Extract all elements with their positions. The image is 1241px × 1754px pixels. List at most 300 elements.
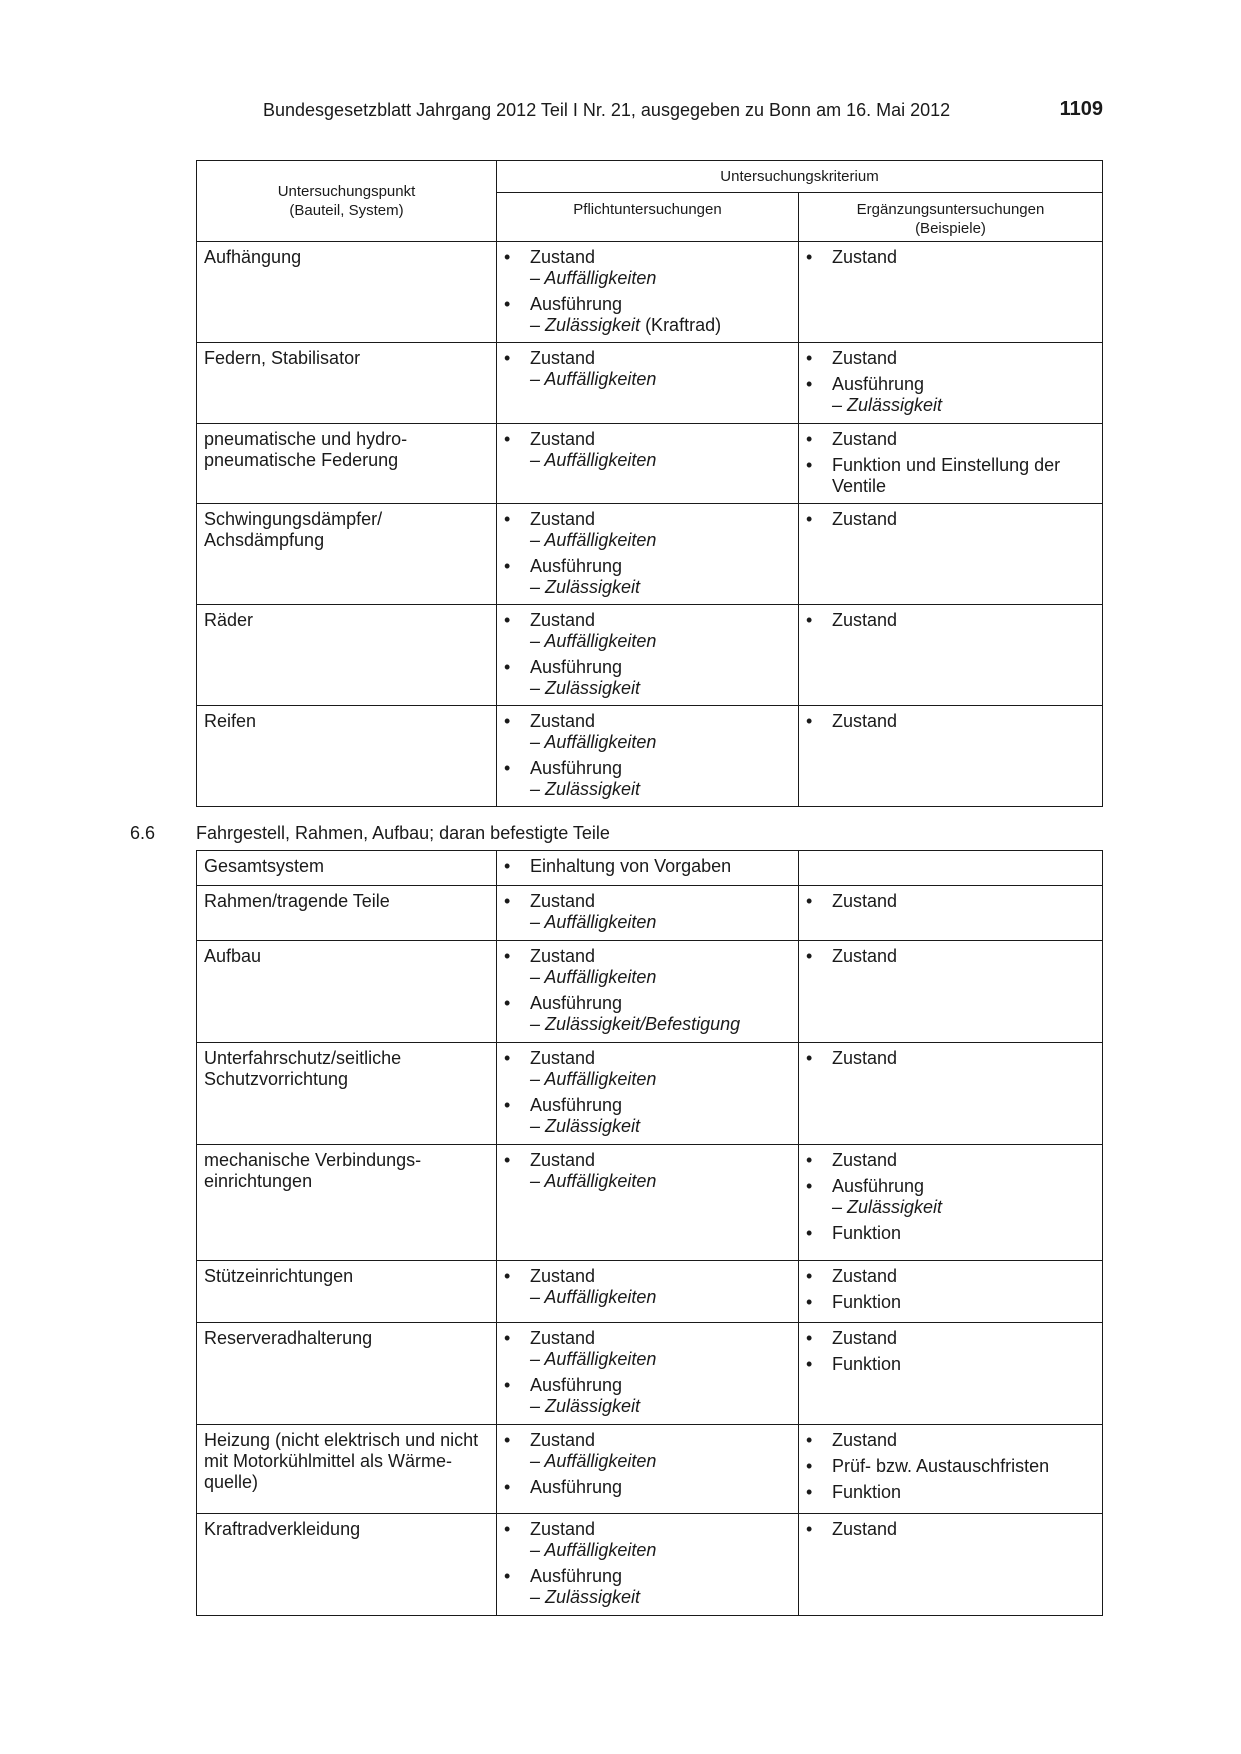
bullet-icon: • xyxy=(504,1430,511,1450)
table-row xyxy=(197,605,1103,706)
criteria-item xyxy=(799,1048,1098,1069)
section-number: 6.6 xyxy=(130,823,156,843)
criteria-item xyxy=(799,509,1098,530)
column-header-inspection-point-title: Untersuchungspunkt xyxy=(277,183,416,200)
bullet-icon: • xyxy=(806,1430,813,1450)
criteria-main: Ausführung xyxy=(530,1566,623,1586)
bullet-icon: • xyxy=(504,891,511,911)
criteria-main: Zustand xyxy=(832,610,898,630)
criteria-list xyxy=(799,1145,1102,1250)
bullet-icon: • xyxy=(806,455,813,475)
criteria-main: Zustand xyxy=(832,946,898,966)
criteria-sub-line xyxy=(530,450,794,471)
criteria-item xyxy=(497,556,794,598)
criteria-main: Zustand xyxy=(530,1519,596,1539)
criteria-item xyxy=(799,1482,1098,1503)
criteria-main: Ausführung xyxy=(530,993,623,1013)
mandatory-criteria-cell xyxy=(497,605,799,706)
criteria-list xyxy=(497,504,798,604)
bullet-icon: • xyxy=(504,1328,511,1348)
inspection-point-cell xyxy=(197,504,497,605)
inspection-point-label: Gesamtsystem xyxy=(204,856,325,876)
criteria-item xyxy=(799,1354,1098,1375)
inspection-point-cell xyxy=(197,1514,497,1616)
supplementary-criteria-cell xyxy=(799,1043,1103,1145)
criteria-sub: – Auffälligkeiten xyxy=(530,912,657,932)
criteria-item xyxy=(497,1095,794,1137)
criteria-main: Zustand xyxy=(530,1266,596,1286)
mandatory-criteria-cell xyxy=(497,706,799,807)
inspection-point-cell xyxy=(197,605,497,706)
criteria-main: Zustand xyxy=(832,348,898,368)
criteria-main: Zustand xyxy=(832,1430,898,1450)
supplementary-criteria-cell xyxy=(799,424,1103,504)
mandatory-criteria-cell xyxy=(497,242,799,343)
supplementary-criteria-cell xyxy=(799,941,1103,1043)
criteria-item xyxy=(497,1519,794,1561)
criteria-list xyxy=(497,941,798,1041)
column-header-inspection-point xyxy=(197,161,497,242)
criteria-main: Zustand xyxy=(530,610,596,630)
inspection-point-cell xyxy=(197,1425,497,1514)
criteria-list xyxy=(497,706,798,806)
criteria-main: Zustand xyxy=(530,429,596,449)
criteria-item xyxy=(497,294,794,336)
bullet-icon: • xyxy=(504,711,511,731)
criteria-sub: – Auffälligkeiten xyxy=(530,631,657,651)
criteria-sub-line xyxy=(530,1540,794,1561)
criteria-list xyxy=(497,1145,798,1198)
criteria-item xyxy=(497,1430,794,1472)
table-row xyxy=(197,1425,1103,1514)
bullet-icon: • xyxy=(504,1566,511,1586)
table-body xyxy=(197,242,1103,807)
criteria-sub-line xyxy=(530,1587,794,1608)
criteria-sub: – Zulässigkeit xyxy=(530,678,641,698)
criteria-list xyxy=(799,343,1102,422)
inspection-point-cell xyxy=(197,1261,497,1323)
bullet-icon: • xyxy=(504,1048,511,1068)
column-header-inspection-point-subtitle: (Bauteil, System) xyxy=(289,202,404,219)
inspection-point-cell xyxy=(197,343,497,424)
inspection-point-label: Schwingungsdämpfer/ Achsdämpfung xyxy=(204,509,383,550)
table-row xyxy=(197,886,1103,941)
criteria-sub: – Auffälligkeiten xyxy=(530,1451,657,1471)
criteria-item xyxy=(497,1375,794,1417)
criteria-sub: – Auffälligkeiten xyxy=(530,268,657,288)
bullet-icon: • xyxy=(504,657,511,677)
criteria-sub: – Zulässigkeit xyxy=(530,1116,641,1136)
criteria-item xyxy=(799,1430,1098,1451)
criteria-sub-line xyxy=(530,1116,794,1137)
criteria-main: Zustand xyxy=(832,429,898,449)
criteria-sub-line xyxy=(530,967,794,988)
criteria-main: Zustand xyxy=(530,946,596,966)
criteria-item xyxy=(799,1266,1098,1287)
criteria-sub: – Zulässigkeit/Befestigung xyxy=(530,1014,741,1034)
bullet-icon: • xyxy=(504,509,511,529)
inspection-point-cell xyxy=(197,886,497,941)
inspection-point-cell xyxy=(197,1323,497,1425)
criteria-item xyxy=(799,247,1098,268)
criteria-sub-line xyxy=(530,1396,794,1417)
criteria-list xyxy=(497,1323,798,1423)
column-header-supplementary-subtitle: (Beispiele) xyxy=(915,220,986,237)
table-row xyxy=(197,941,1103,1043)
criteria-item xyxy=(799,1223,1098,1244)
criteria-item xyxy=(497,1477,794,1498)
bullet-icon: • xyxy=(806,1328,813,1348)
inspection-point-cell xyxy=(197,706,497,807)
criteria-item xyxy=(497,1150,794,1192)
criteria-main: Zustand xyxy=(530,247,596,267)
bullet-icon: • xyxy=(806,946,813,966)
criteria-sub: – Auffälligkeiten xyxy=(530,450,657,470)
supplementary-criteria-cell xyxy=(799,1261,1103,1323)
inspection-table-chassis xyxy=(196,850,1103,1616)
bullet-icon: • xyxy=(806,374,813,394)
mandatory-criteria-cell xyxy=(497,1425,799,1514)
criteria-sub-suffix: (Kraftrad) xyxy=(640,315,722,335)
criteria-sub: – Zulässigkeit xyxy=(530,315,641,335)
inspection-point-label: Aufhängung xyxy=(204,247,302,267)
criteria-item xyxy=(799,891,1098,912)
criteria-list xyxy=(799,424,1102,503)
criteria-sub: – Auffälligkeiten xyxy=(530,967,657,987)
table-row xyxy=(197,1261,1103,1323)
criteria-item xyxy=(799,455,1098,497)
criteria-sub-line xyxy=(530,577,794,598)
supplementary-criteria-cell xyxy=(799,1425,1103,1514)
criteria-main: Zustand xyxy=(832,711,898,731)
inspection-point-cell xyxy=(197,424,497,504)
criteria-sub: – Auffälligkeiten xyxy=(530,732,657,752)
bullet-icon: • xyxy=(504,429,511,449)
criteria-main: Zustand xyxy=(832,247,898,267)
criteria-main: Zustand xyxy=(530,348,596,368)
criteria-main: Funktion xyxy=(832,1223,902,1243)
criteria-item xyxy=(799,610,1098,631)
criteria-sub: – Auffälligkeiten xyxy=(530,1287,657,1307)
bullet-icon: • xyxy=(504,946,511,966)
inspection-point-label: Kraftradverkleidung xyxy=(204,1519,361,1539)
supplementary-criteria-cell xyxy=(799,706,1103,807)
inspection-point-label: mechanische Verbindungs- einrichtungen xyxy=(204,1150,422,1191)
inspection-point-label: Rahmen/tragende Teile xyxy=(204,891,390,911)
criteria-item xyxy=(497,1328,794,1370)
criteria-list xyxy=(497,343,798,396)
table-body xyxy=(197,851,1103,1616)
inspection-point-label: Federn, Stabilisator xyxy=(204,348,361,368)
criteria-list xyxy=(799,941,1102,973)
inspection-point-label: Unterfahrschutz/seitliche Schutzvorrichtung xyxy=(204,1048,402,1089)
criteria-list xyxy=(497,886,798,939)
supplementary-criteria-cell xyxy=(799,605,1103,706)
criteria-main: Funktion xyxy=(832,1354,902,1374)
criteria-item xyxy=(497,1566,794,1608)
criteria-sub: – Zulässigkeit xyxy=(530,1396,641,1416)
supplementary-criteria-cell xyxy=(799,1145,1103,1261)
criteria-sub-line xyxy=(832,395,1098,416)
inspection-point-cell xyxy=(197,1145,497,1261)
bullet-icon: • xyxy=(504,856,511,876)
bullet-icon: • xyxy=(504,348,511,368)
section-title: Fahrgestell, Rahmen, Aufbau; daran befestigte Teile xyxy=(196,823,610,843)
criteria-main: Zustand xyxy=(832,1519,898,1539)
inspection-point-label: Räder xyxy=(204,610,254,630)
bullet-icon: • xyxy=(806,1266,813,1286)
criteria-item xyxy=(799,1456,1098,1477)
mandatory-criteria-cell xyxy=(497,941,799,1043)
gazette-title: Bundesgesetzblatt Jahrgang 2012 Teil I Nr. 21, ausgegeben zu Bonn am 16. Mai 2012 xyxy=(263,100,951,120)
criteria-sub-line xyxy=(530,530,794,551)
table-row xyxy=(197,851,1103,886)
mandatory-criteria-cell xyxy=(497,343,799,424)
bullet-icon: • xyxy=(504,1266,511,1286)
inspection-point-label: Reifen xyxy=(204,711,257,731)
column-header-supplementary xyxy=(799,193,1103,242)
criteria-item xyxy=(799,1292,1098,1313)
mandatory-criteria-cell xyxy=(497,1043,799,1145)
criteria-sub-line xyxy=(530,315,794,336)
criteria-item xyxy=(799,1328,1098,1349)
criteria-item xyxy=(497,891,794,933)
criteria-main: Ausführung xyxy=(832,374,925,394)
criteria-sub-line xyxy=(530,1171,794,1192)
criteria-main: Zustand xyxy=(832,1266,898,1286)
mandatory-criteria-cell xyxy=(497,424,799,504)
bullet-icon: • xyxy=(806,1292,813,1312)
table-row xyxy=(197,504,1103,605)
inspection-point-label: Heizung (nicht elektrisch und nicht mit Motorkühlmittel als Wärme- quelle) xyxy=(204,1430,479,1492)
bullet-icon: • xyxy=(806,1519,813,1539)
supplementary-criteria-cell xyxy=(799,242,1103,343)
table-row xyxy=(197,343,1103,424)
criteria-sub-line xyxy=(530,912,794,933)
criteria-sub-line xyxy=(530,678,794,699)
page-header xyxy=(263,100,1103,130)
criteria-item xyxy=(799,1519,1098,1540)
criteria-sub: – Zulässigkeit xyxy=(530,779,641,799)
supplementary-criteria-cell xyxy=(799,886,1103,941)
bullet-icon: • xyxy=(504,1477,511,1497)
criteria-list xyxy=(799,706,1102,738)
criteria-main: Ausführung xyxy=(530,1095,623,1115)
mandatory-criteria-cell xyxy=(497,1145,799,1261)
criteria-main: Zustand xyxy=(530,1150,596,1170)
criteria-main: Funktion xyxy=(832,1292,902,1312)
criteria-sub-line xyxy=(530,779,794,800)
bullet-icon: • xyxy=(806,610,813,630)
bullet-icon: • xyxy=(806,1482,813,1502)
criteria-list xyxy=(799,504,1102,536)
criteria-sub-line xyxy=(530,1014,794,1035)
criteria-item xyxy=(799,1150,1098,1171)
bullet-icon: • xyxy=(504,758,511,778)
mandatory-criteria-cell xyxy=(497,504,799,605)
bullet-icon: • xyxy=(806,1223,813,1243)
table-row xyxy=(197,706,1103,807)
inspection-point-label: Reserveradhalterung xyxy=(204,1328,373,1348)
bullet-icon: • xyxy=(806,509,813,529)
bullet-icon: • xyxy=(504,247,511,267)
bullet-icon: • xyxy=(806,1354,813,1374)
criteria-sub: – Auffälligkeiten xyxy=(530,530,657,550)
criteria-sub-line xyxy=(530,631,794,652)
criteria-list xyxy=(497,1514,798,1614)
mandatory-criteria-cell xyxy=(497,886,799,941)
criteria-list xyxy=(799,1323,1102,1381)
criteria-item xyxy=(497,856,794,877)
criteria-list xyxy=(799,886,1102,918)
criteria-main: Ausführung xyxy=(530,758,623,778)
bullet-icon: • xyxy=(504,610,511,630)
supplementary-criteria-cell xyxy=(799,1323,1103,1425)
criteria-main: Zustand xyxy=(530,711,596,731)
criteria-item xyxy=(497,1048,794,1090)
supplementary-criteria-cell xyxy=(799,1514,1103,1616)
criteria-sub: – Zulässigkeit xyxy=(832,1197,943,1217)
criteria-sub-line xyxy=(530,1451,794,1472)
criteria-main: Zustand xyxy=(832,1150,898,1170)
bullet-icon: • xyxy=(806,891,813,911)
table-row xyxy=(197,424,1103,504)
column-header-supplementary-title: Ergänzungsuntersuchungen xyxy=(856,201,1045,218)
criteria-main: Funktion und Einstellung der Ventile xyxy=(832,455,1061,496)
criteria-sub: – Zulässigkeit xyxy=(530,1587,641,1607)
criteria-main: Ausführung xyxy=(530,1477,623,1497)
criteria-list xyxy=(799,1043,1102,1075)
criteria-item xyxy=(497,348,794,390)
criteria-sub: – Zulässigkeit xyxy=(530,577,641,597)
column-group-header-criteria: Untersuchungskriterium xyxy=(497,161,1103,193)
inspection-table-suspension xyxy=(196,160,1103,807)
bullet-icon: • xyxy=(806,1176,813,1196)
criteria-item xyxy=(799,348,1098,369)
criteria-sub-line xyxy=(530,732,794,753)
page-number: 1109 xyxy=(1059,98,1103,120)
criteria-main: Zustand xyxy=(832,509,898,529)
bullet-icon: • xyxy=(806,247,813,267)
criteria-main: Ausführung xyxy=(530,1375,623,1395)
criteria-main: Zustand xyxy=(832,1048,898,1068)
table-row xyxy=(197,242,1103,343)
criteria-list xyxy=(497,1043,798,1143)
criteria-main: Zustand xyxy=(832,1328,898,1348)
criteria-sub-line xyxy=(530,369,794,390)
criteria-main: Ausführung xyxy=(832,1176,925,1196)
criteria-sub-line xyxy=(530,268,794,289)
table-row xyxy=(197,1043,1103,1145)
criteria-sub: – Auffälligkeiten xyxy=(530,369,657,389)
bullet-icon: • xyxy=(806,429,813,449)
criteria-main: Funktion xyxy=(832,1482,902,1502)
inspection-point-cell xyxy=(197,941,497,1043)
criteria-list xyxy=(497,424,798,477)
mandatory-criteria-cell xyxy=(497,851,799,886)
supplementary-criteria-cell xyxy=(799,504,1103,605)
table-row xyxy=(197,1145,1103,1261)
criteria-item xyxy=(799,429,1098,450)
bullet-icon: • xyxy=(504,993,511,1013)
criteria-list xyxy=(799,1261,1102,1319)
criteria-item xyxy=(497,247,794,289)
criteria-list xyxy=(497,1425,798,1504)
criteria-main: Zustand xyxy=(530,1430,596,1450)
criteria-sub: – Zulässigkeit xyxy=(832,395,943,415)
bullet-icon: • xyxy=(504,294,511,314)
bullet-icon: • xyxy=(504,556,511,576)
bullet-icon: • xyxy=(504,1150,511,1170)
criteria-item xyxy=(497,1266,794,1308)
criteria-sub-line xyxy=(530,1349,794,1370)
criteria-main: Einhaltung von Vorgaben xyxy=(530,856,732,876)
criteria-list xyxy=(497,1261,798,1314)
bullet-icon: • xyxy=(504,1095,511,1115)
criteria-sub: – Auffälligkeiten xyxy=(530,1349,657,1369)
criteria-main: Prüf- bzw. Austauschfristen xyxy=(832,1456,1050,1476)
criteria-item xyxy=(497,758,794,800)
criteria-main: Zustand xyxy=(832,891,898,911)
criteria-item xyxy=(497,946,794,988)
bullet-icon: • xyxy=(806,1150,813,1170)
inspection-point-label: Aufbau xyxy=(204,946,262,966)
criteria-item xyxy=(497,610,794,652)
criteria-main: Ausführung xyxy=(530,556,623,576)
criteria-list xyxy=(799,1425,1102,1509)
criteria-list xyxy=(799,605,1102,637)
criteria-item xyxy=(799,711,1098,732)
column-header-mandatory: Pflichtuntersuchungen xyxy=(497,193,799,242)
criteria-item xyxy=(497,993,794,1035)
criteria-main: Zustand xyxy=(530,891,596,911)
criteria-main: Zustand xyxy=(530,509,596,529)
criteria-list xyxy=(497,605,798,705)
inspection-point-cell xyxy=(197,242,497,343)
criteria-item xyxy=(497,509,794,551)
criteria-sub: – Auffälligkeiten xyxy=(530,1171,657,1191)
criteria-sub-line xyxy=(530,1287,794,1308)
criteria-list xyxy=(497,851,798,883)
criteria-list xyxy=(497,242,798,342)
bullet-icon: • xyxy=(806,711,813,731)
criteria-list xyxy=(799,1514,1102,1546)
criteria-main: Zustand xyxy=(530,1328,596,1348)
bullet-icon: • xyxy=(504,1519,511,1539)
criteria-item xyxy=(497,711,794,753)
criteria-sub-line xyxy=(530,1069,794,1090)
mandatory-criteria-cell xyxy=(497,1323,799,1425)
criteria-list xyxy=(799,242,1102,274)
criteria-sub: – Auffälligkeiten xyxy=(530,1069,657,1089)
criteria-main: Ausführung xyxy=(530,294,623,314)
inspection-point-label: Stützeinrichtungen xyxy=(204,1266,354,1286)
bullet-icon: • xyxy=(806,1456,813,1476)
criteria-main: Ausführung xyxy=(530,657,623,677)
inspection-point-cell xyxy=(197,851,497,886)
table-row xyxy=(197,1514,1103,1616)
mandatory-criteria-cell xyxy=(497,1514,799,1616)
inspection-point-cell xyxy=(197,1043,497,1145)
criteria-item xyxy=(799,946,1098,967)
bullet-icon: • xyxy=(806,1048,813,1068)
criteria-item xyxy=(799,374,1098,416)
mandatory-criteria-cell xyxy=(497,1261,799,1323)
criteria-sub: – Auffälligkeiten xyxy=(530,1540,657,1560)
criteria-item xyxy=(799,1176,1098,1218)
criteria-item xyxy=(497,429,794,471)
supplementary-criteria-cell xyxy=(799,851,1103,886)
